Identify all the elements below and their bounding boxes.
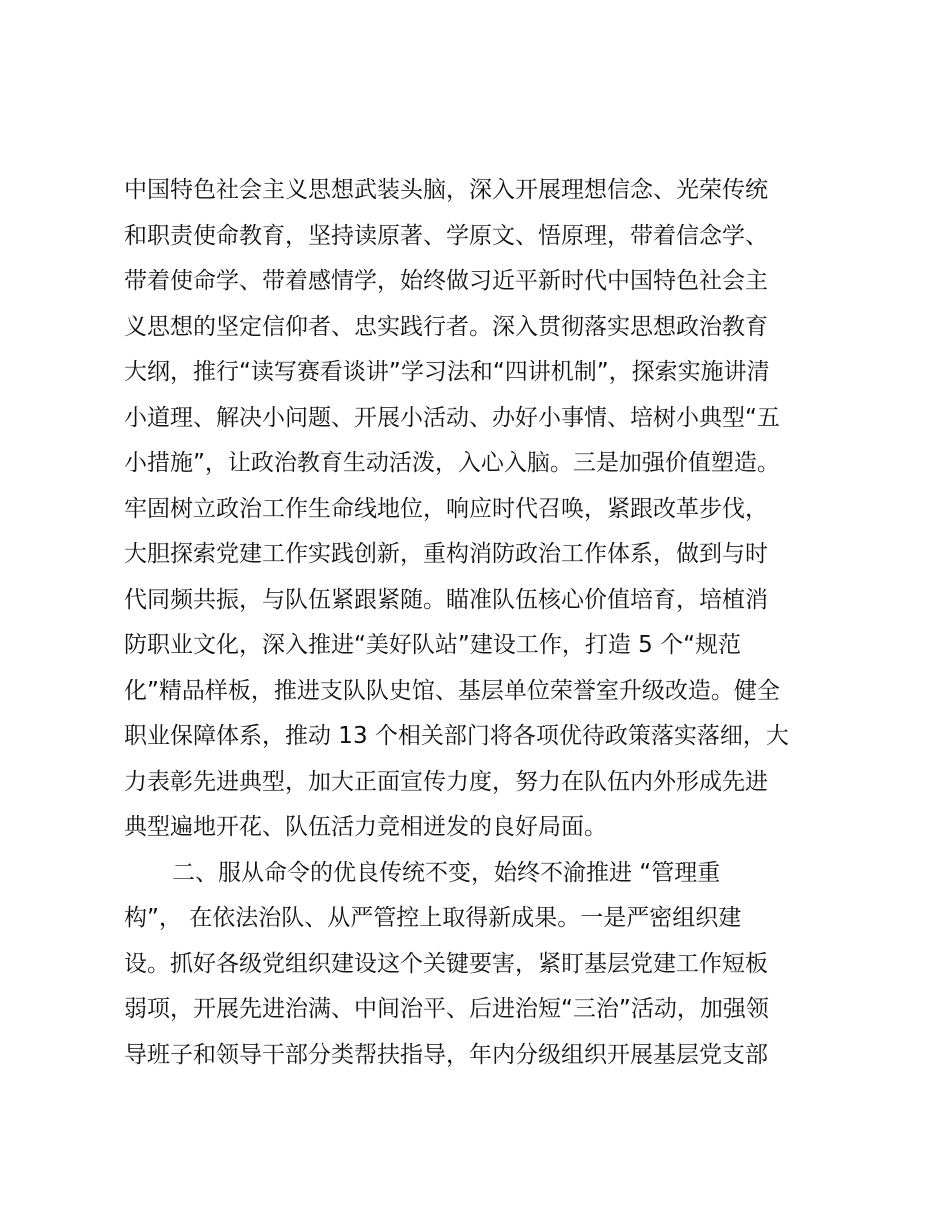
text-line: 设。抓好各级党组织建设这个关键要害，紧盯基层党建工作短板 bbox=[124, 950, 768, 977]
text-line: 带着使命学、带着感情学，始终做习近平新时代中国特色社会主 bbox=[124, 268, 768, 294]
text-line: 典型遍地开花、队伍活力竞相迸发的良好局面。 bbox=[124, 814, 607, 840]
text-line: 化”精品样板，推进支队队史馆、基层单位荣誉室升级改造。健全 bbox=[124, 677, 780, 704]
text-line: 构”， 在依法治队、从严管控上取得新成果。一是严密组织建 bbox=[124, 905, 742, 931]
text-line: 大纲，推行“读写赛看谈讲”学习法和“四讲机制”，探索实施讲清 bbox=[124, 359, 770, 385]
text-line: 力表彰先进典型，加大正面宣传力度，努力在队伍内外形成先进 bbox=[124, 768, 768, 795]
text-line: 防职业文化，深入推进“美好队站”建设工作，打造 5 个“规范 bbox=[124, 632, 742, 658]
text-line: 弱项，开展先进治满、中间治平、后进治短“三治”活动，加强领 bbox=[124, 996, 769, 1022]
text-line: 职业保障体系，推动 13 个相关部门将各项优待政策落实落细，大 bbox=[124, 723, 789, 749]
body-text bbox=[124, 168, 844, 1078]
text-line: 中国特色社会主义思想武装头脑，深入开展理想信念、光荣传统 bbox=[124, 177, 768, 203]
text-line: 和职责使命教育，坚持读原著、学原文、悟原理，带着信念学、 bbox=[124, 222, 768, 249]
text-line: 小道理、解决小问题、开展小活动、办好小事情、培树小典型“五 bbox=[124, 404, 780, 431]
text-line: 义思想的坚定信仰者、忠实践行者。深入贯彻落实思想政治教育 bbox=[124, 313, 768, 340]
text-line: 大胆探索党建工作实践创新，重构消防政治工作体系，做到与时 bbox=[124, 541, 768, 567]
text-line: 牢固树立政治工作生命线地位，响应时代召唤，紧跟改革步伐， bbox=[124, 495, 768, 522]
text-line: 小措施”，让政治教育生动活泼，入心入脑。三是加强价值塑造。 bbox=[124, 450, 780, 476]
text-line: 代同频共振，与队伍紧跟紧随。瞄准队伍核心价值培育，培植消 bbox=[124, 586, 768, 613]
section-heading-line: 二、服从命令的优良传统不变，始终不渝推进 “管理重 bbox=[172, 859, 721, 886]
text-line: 导班子和领导干部分类帮扶指导，年内分级组织开展基层党支部 bbox=[124, 1041, 768, 1068]
